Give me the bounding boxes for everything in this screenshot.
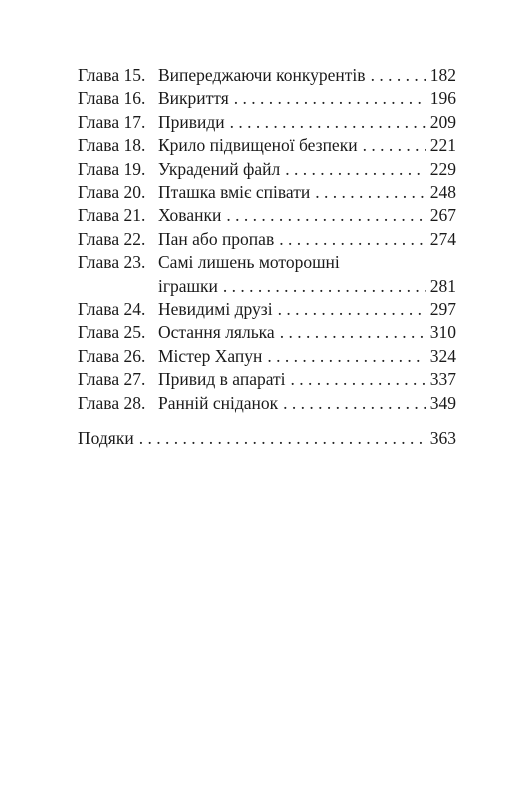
- table-of-contents: [78, 64, 456, 451]
- chapter-title: Привид в апараті: [158, 369, 286, 390]
- dot-leader: [139, 427, 426, 450]
- chapter-number: Глава 23.: [78, 252, 146, 273]
- page-number: 267: [429, 205, 456, 226]
- dot-leader: [280, 321, 426, 344]
- chapter-number: Глава 28.: [78, 392, 146, 413]
- page-number: 274: [429, 228, 456, 249]
- chapter-title: Випереджаючи конкурентів: [158, 65, 366, 85]
- chapter-title: Ранній сніданок: [158, 392, 279, 413]
- chapter-title: Украдений файл: [158, 158, 281, 179]
- page-number: 297: [429, 299, 456, 320]
- chapter-number: Глава 22.: [78, 228, 146, 249]
- toc-entry-24: [78, 298, 456, 321]
- dot-leader: [285, 158, 426, 181]
- toc-entry-17: [78, 111, 456, 134]
- dot-leader: [283, 392, 426, 415]
- toc-entry-28: [78, 392, 456, 415]
- chapter-number: Глава 25.: [78, 322, 146, 343]
- chapter-title: Привиди: [158, 111, 225, 132]
- dot-leader: [278, 298, 426, 321]
- toc-entry-20: [78, 181, 456, 204]
- page-number: 229: [429, 158, 456, 179]
- chapter-title: Містер Хапун: [158, 345, 263, 366]
- acknowledgements-title: Подяки: [78, 428, 134, 449]
- page-number: 182: [429, 65, 456, 85]
- chapter-number: Глава 17.: [78, 111, 146, 132]
- dot-leader: [371, 64, 426, 87]
- page-number: 310: [429, 322, 456, 343]
- toc-entry-19: [78, 158, 456, 181]
- dot-leader: [230, 111, 426, 134]
- toc-entry-23-continuation: [78, 275, 456, 298]
- page-number: 363: [429, 428, 456, 449]
- toc-entry-15: [78, 64, 456, 87]
- toc-entry-18: [78, 134, 456, 157]
- toc-entry-22: [78, 228, 456, 251]
- toc-entry-27: [78, 368, 456, 391]
- page-number: 337: [429, 369, 456, 390]
- chapter-number: Глава 16.: [78, 88, 146, 109]
- chapter-number: Глава 20.: [78, 182, 146, 203]
- toc-entry-16: [78, 87, 456, 110]
- chapter-title: Самі лишень моторошні: [158, 252, 340, 273]
- page-number: 349: [429, 392, 456, 413]
- chapter-title: Пан або пропав: [158, 228, 275, 249]
- toc-entry-acknowledgements: [78, 427, 456, 450]
- dot-leader: [315, 181, 425, 204]
- chapter-title: Остання лялька: [158, 322, 275, 343]
- chapter-title: Викриття: [158, 88, 229, 109]
- page-number: 221: [429, 135, 456, 156]
- chapter-number: Глава 26.: [78, 345, 146, 366]
- chapter-number: Глава 24.: [78, 299, 146, 320]
- page-number: 196: [429, 88, 456, 109]
- chapter-title-continuation: іграшки: [158, 275, 218, 296]
- dot-leader: [267, 345, 425, 368]
- chapter-number: Глава 19.: [78, 158, 146, 179]
- page-number: 248: [429, 182, 456, 203]
- dot-leader: [279, 228, 426, 251]
- chapter-number: Глава 18.: [78, 135, 146, 156]
- chapter-title: Невидимі друзі: [158, 299, 273, 320]
- page-number: 209: [429, 111, 456, 132]
- toc-entry-21: [78, 204, 456, 227]
- dot-leader: [363, 134, 426, 157]
- chapter-title: Хованки: [158, 205, 222, 226]
- toc-entry-26: [78, 345, 456, 368]
- page-number: 281: [429, 275, 456, 296]
- dot-leader: [226, 204, 425, 227]
- chapter-number: Глава 21.: [78, 205, 146, 226]
- chapter-title: Пташка вміє співати: [158, 182, 311, 203]
- spacer: [78, 415, 456, 427]
- chapter-title: Крило підвищеної безпеки: [158, 135, 358, 156]
- dot-leader: [223, 275, 426, 298]
- dot-leader: [291, 368, 426, 391]
- chapter-number: Глава 15.: [78, 65, 146, 85]
- page-number: 324: [429, 345, 456, 366]
- toc-entry-25: [78, 321, 456, 344]
- dot-leader: [234, 87, 426, 110]
- chapter-number: Глава 27.: [78, 369, 146, 390]
- toc-entry-23: [78, 251, 456, 274]
